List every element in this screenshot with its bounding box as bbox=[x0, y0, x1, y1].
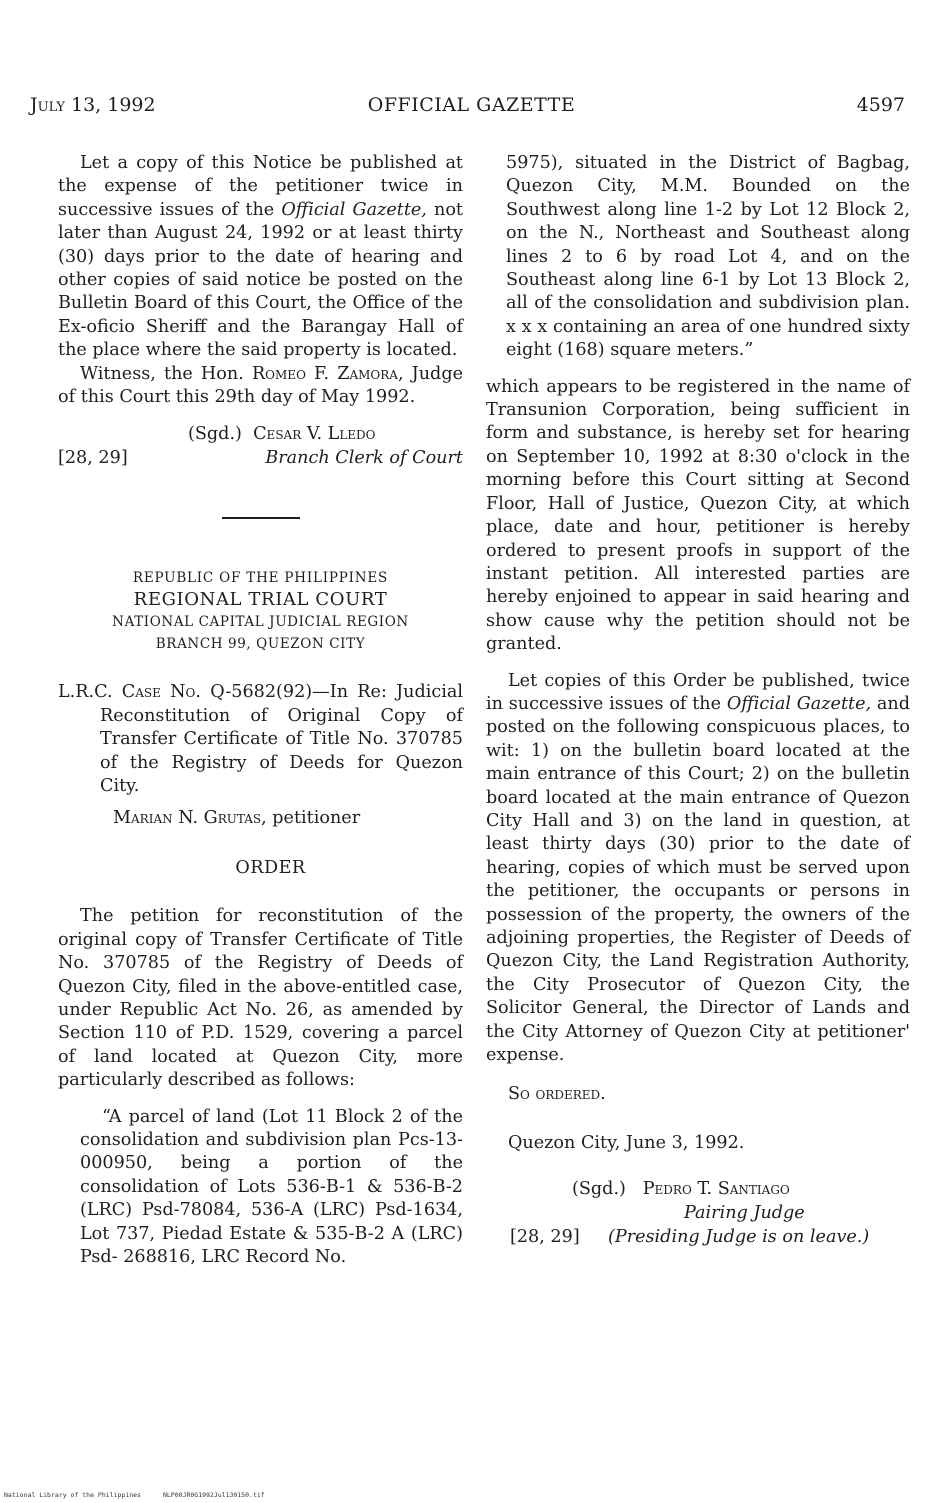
hearing-paragraph: which appears to be registered in the name of Transunion Corporation, being sufficient in form and substance, is hereby set for hearing on September 10, 1992 at 8:30 o'clock in the morning before this Court sitting at Second Floor, Hall of Justice, Quezon City, at which place, date and hour, petitioner is hereby ordered to present proofs in support of the instant petition. All interested parties are hereby enjoined to appear in said hearing and show cause why the petition should not be granted. bbox=[486, 376, 910, 655]
court-name: REGIONAL TRIAL COURT bbox=[133, 589, 388, 611]
property-description-continued: 5975), situated in the District of Bagbag, Quezon City, M.M. Bounded on the Southwest along line 1-2 by Lot 12 Block 2, on the N., Northeast and Southeast along lines 2 to 6 by road Lot 4, and on the Southeast along line 6-1 by Lot 13 Block 2, all of the consolidation and subdivision plan. x x x containing an area of one hundred sixty eight (168) square meters.” bbox=[506, 153, 910, 361]
judge-signer-name: Pedro T. Santiago bbox=[642, 1179, 790, 1200]
issue-reference: [28, 29] bbox=[510, 1227, 580, 1248]
right-column bbox=[486, 152, 910, 1250]
publication-paragraph: Let copies of this Order be published, twice in successive issues of the Official Gazette, and posted on the following conspicuous places, to wit: 1) on the bulletin board located at the main entrance of this Court; 2) on the bulletin board located at the main entrance of Quezon City Hall and 3) on the land in question, at least thirty days (30) prior to the date of hearing, copies of which must be served upon the petitioner, the occupants or persons in possession of the property, the owners of the adjoining properties, the Register of Deeds of Quezon City, the Land Registration Authority, the City Prosecutor of Quezon City, the Solicitor General, the Director of Lands and the City Attorney of Quezon City at petitioner' expense. bbox=[486, 670, 910, 1066]
order-heading: ORDER bbox=[235, 857, 306, 878]
leave-note: (Presiding Judge is on leave.) bbox=[608, 1227, 870, 1248]
property-description: “A parcel of land (Lot 11 Block 2 of the consolidation and subdivision plan Pcs-13-000950, being a portion of the consolidation of Lots 536-B-1 & 536-B-2 (LRC) Psd-78084, 536-A (LRC) Psd-1634, Lot 737, Piedad Estate & 535-B-2 A (LRC) Psd- 268816, LRC Record No. bbox=[80, 1106, 463, 1267]
case-title: L.R.C. Case No. Q-5682(92)—In Re: Judicial Reconstitution of Original Copy of Transfer Certificate of Title No. 370785 of the Registry of Deeds for Quezon City. bbox=[58, 682, 463, 797]
issue-reference: [28, 29] bbox=[58, 448, 128, 469]
witness-paragraph: Witness, the Hon. Romeo F. Zamora, Judge of this Court this 29th day of May 1992. bbox=[58, 363, 463, 408]
clerk-name: Cesar V. Lledo bbox=[253, 424, 376, 445]
court-branch: BRANCH 99, QUEZON CITY bbox=[155, 636, 366, 653]
left-column bbox=[58, 152, 463, 1269]
header-date: July 13, 1992 bbox=[30, 94, 156, 116]
so-ordered: So ordered. bbox=[508, 1084, 606, 1105]
judge-name: Romeo F. Zamora bbox=[251, 363, 398, 384]
notice-signature: (Sgd.) Cesar V. Lledo [28, 29] Branch Clerk of Court bbox=[58, 423, 463, 473]
order-dateline: Quezon City, June 3, 1992. bbox=[508, 1132, 745, 1153]
order-body: The petition for reconstitution of the original copy of Transfer Certificate of Title No. 370785 of the Registry of Deeds of Quezon City, filed in the above-entitled case, under Republic Act No. 26, as amended by Section 110 of P.D. 1529, covering a parcel of land located at Quezon City, more particularly described as follows: bbox=[58, 906, 463, 1091]
petitioner-line: Marian N. Grutas, petitioner bbox=[113, 807, 361, 828]
court-region: NATIONAL CAPITAL JUDICIAL REGION bbox=[112, 614, 409, 631]
library-credit: National Library of the Philippines bbox=[4, 1491, 141, 1499]
scan-footer bbox=[4, 1491, 287, 1499]
publication-title: OFFICIAL GAZETTE bbox=[367, 94, 576, 116]
page-number: 4597 bbox=[856, 94, 905, 116]
scan-filename: NLP00JR0G1992Jul130150.tif bbox=[162, 1491, 265, 1499]
judge-title: Pairing Judge bbox=[684, 1203, 805, 1224]
section-divider bbox=[222, 517, 300, 519]
clerk-title: Branch Clerk of Court bbox=[265, 448, 463, 469]
notice-paragraph: Let a copy of this Notice be published at the expense of the petitioner twice in successive issues of the Official Gazette, not later than August 24, 1992 or at least thirty (30) days prior to the date of hearing and other copies of said notice be posted on the Bulletin Board of this Court, the Office of the Ex-oficio Sheriff and the Barangay Hall of the place where the said property is located. bbox=[58, 153, 464, 361]
court-republic: REPUBLIC OF THE PHILIPPINES bbox=[132, 570, 389, 587]
order-signature: (Sgd.) Pedro T. Santiago Pairing Judge [28, 29] (Presiding Judge is on leave.) bbox=[486, 1178, 910, 1250]
